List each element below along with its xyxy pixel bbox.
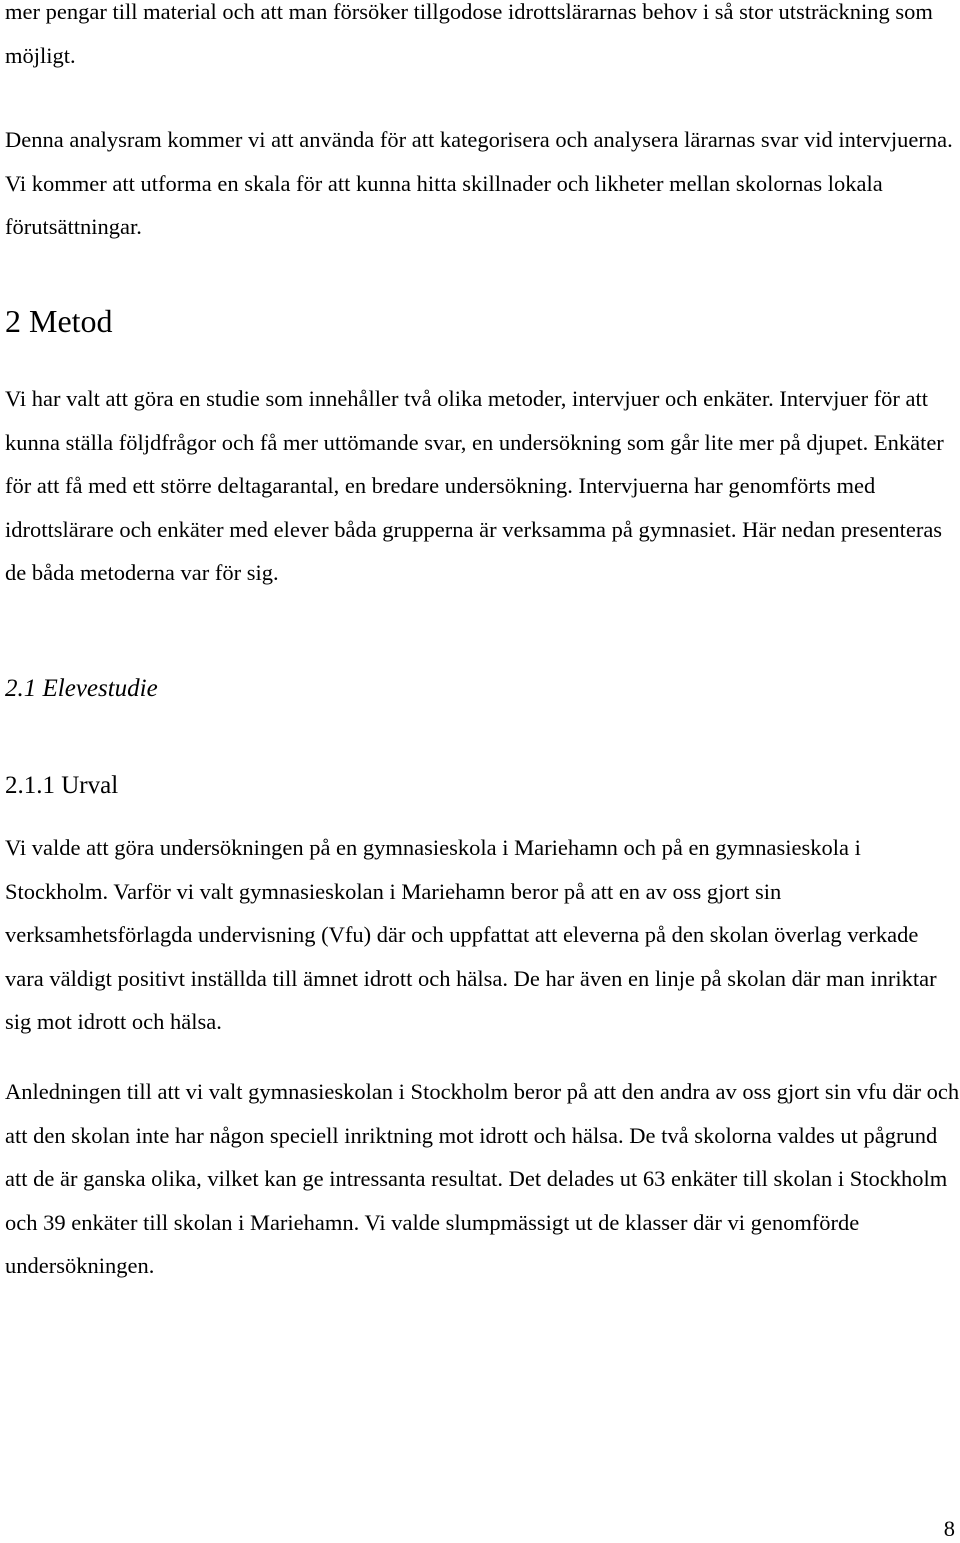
paragraph-anledningen: Anledningen till att vi valt gymnasieskolan i Stockholm beror på att den andra av oss gjort sin vfu där och att den skolan inte har någon speciell inriktning mot idrott och hälsa. De två skolorna valdes ut pågrund att de är ganska olika, vilket kan ge intressanta resultat. Det delades ut 63 enkäter till skolan i Stockholm och 39 enkäter till skolan i Mariehamn. Vi valde slumpmässigt ut de klasser där vi genomförde undersökningen. [5,1079,960,1278]
paragraph-intro-continuation: mer pengar till material och att man försöker tillgodose idrottslärarnas behov i så stor utsträckning som möjligt. [5,0,933,68]
page-number: 8 [943,1516,955,1541]
paragraph-metod: Vi har valt att göra en studie som innehåller två olika metoder, intervjuer och enkäter. Intervjuer för att kunna ställa följdfrågor och få mer uttömande svar, en undersökning som går lite mer på djupet. Enkäter för att få med ett större deltagarantal, en bredare undersökning. Intervjuerna har genomförts med idrottslärare och enkäter med elever båda grupperna är verksamma på gymnasiet. Här nedan presenteras de båda metoderna var för sig. [5,386,944,585]
paragraph-analysram: Denna analysram kommer vi att använda för att kategorisera och analysera lärarnas svar vid intervjuerna. Vi kommer att utforma en skala för att kunna hitta skillnader och likheter mellan skolornas lokala förutsättningar. [5,127,953,239]
heading-urval: 2.1.1 Urval [5,772,119,799]
paragraph-urval: Vi valde att göra undersökningen på en gymnasieskola i Mariehamn och på en gymnasieskola i Stockholm. Varför vi valt gymnasieskolan i Mariehamn beror på att en av oss gjort sin verksamhetsförlagda undervisning (Vfu) där och uppfattat att eleverna på den skolan överlag verkade vara väldigt positivt inställda till ämnet idrott och hälsa. De har även en linje på skolan där man inriktar sig mot idrott och hälsa. [5,835,937,1034]
heading-elevestudie: 2.1 Elevestudie [5,675,158,702]
heading-metod: 2 Metod [5,303,113,339]
